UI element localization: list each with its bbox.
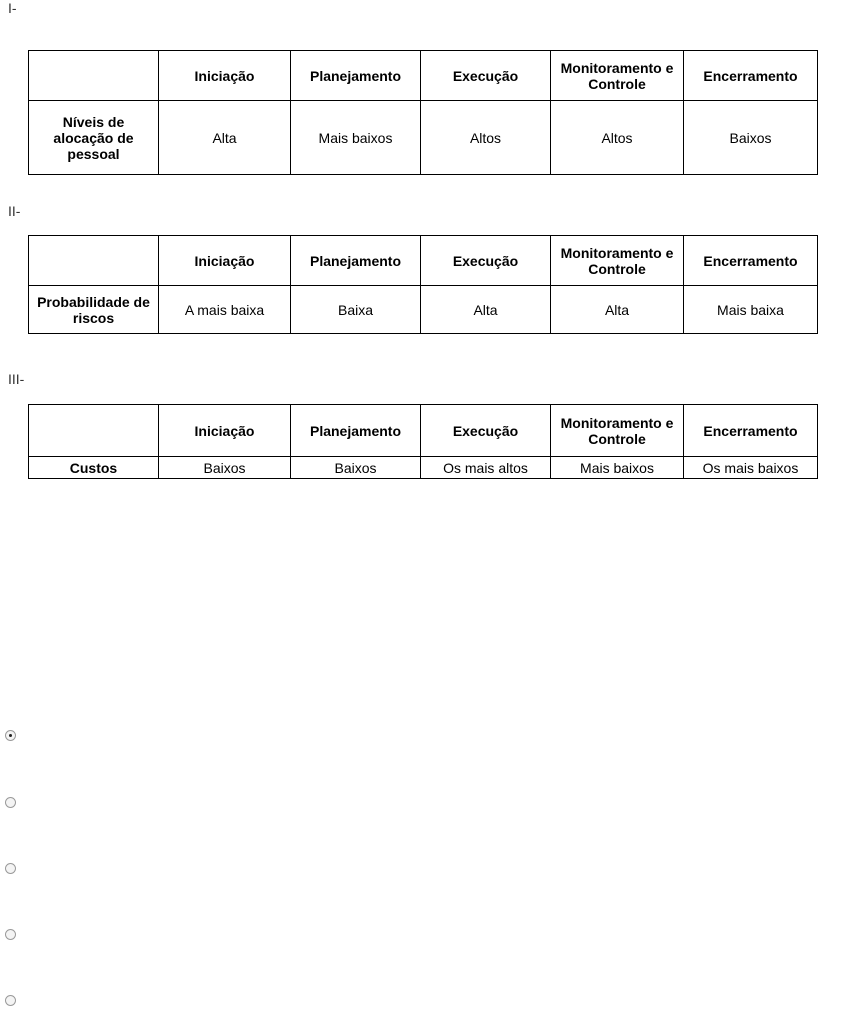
header-cell-execution: Execução: [421, 51, 551, 101]
header-cell-monitoring: Monitoramento e Controle: [551, 405, 684, 457]
value-cell: Altos: [421, 101, 551, 175]
header-cell-empty: [29, 236, 159, 286]
value-cell: A mais baixa: [159, 286, 291, 334]
header-cell-closing: Encerramento: [684, 405, 818, 457]
value-cell: Baixos: [159, 457, 291, 479]
value-cell: Alta: [551, 286, 684, 334]
answer-radio-3[interactable]: [5, 863, 16, 874]
header-cell-empty: [29, 51, 159, 101]
header-cell-planning: Planejamento: [291, 405, 421, 457]
value-cell: Os mais altos: [421, 457, 551, 479]
answer-radio-4[interactable]: [5, 929, 16, 940]
header-cell-closing: Encerramento: [684, 236, 818, 286]
costs-table: [28, 404, 818, 479]
header-cell-monitoring: Monitoramento e Controle: [551, 236, 684, 286]
header-cell-monitoring: Monitoramento e Controle: [551, 51, 684, 101]
answer-radio-1[interactable]: [5, 730, 16, 741]
table-header-row: [29, 236, 818, 286]
table-header-row: [29, 51, 818, 101]
row-header: Probabilidade de riscos: [29, 286, 159, 334]
header-cell-execution: Execução: [421, 405, 551, 457]
header-cell-initiation: Iniciação: [159, 51, 291, 101]
header-cell-planning: Planejamento: [291, 51, 421, 101]
staffing-levels-table: [28, 50, 818, 175]
header-cell-initiation: Iniciação: [159, 236, 291, 286]
header-cell-closing: Encerramento: [684, 51, 818, 101]
value-cell: Baixos: [684, 101, 818, 175]
header-cell-execution: Execução: [421, 236, 551, 286]
value-cell: Mais baixos: [291, 101, 421, 175]
value-cell: Os mais baixos: [684, 457, 818, 479]
row-header: Custos: [29, 457, 159, 479]
answer-radio-5[interactable]: [5, 995, 16, 1006]
table-row: [29, 286, 818, 334]
table-row: [29, 101, 818, 175]
header-cell-planning: Planejamento: [291, 236, 421, 286]
value-cell: Altos: [551, 101, 684, 175]
header-cell-empty: [29, 405, 159, 457]
radio-selected-dot: [9, 734, 12, 737]
section-label-1: I-: [8, 0, 17, 16]
answer-radio-2[interactable]: [5, 797, 16, 808]
section-label-2: II-: [8, 203, 21, 219]
value-cell: Alta: [159, 101, 291, 175]
row-header: Níveis de alocação de pessoal: [29, 101, 159, 175]
risk-probability-table: [28, 235, 818, 334]
value-cell: Alta: [421, 286, 551, 334]
value-cell: Baixos: [291, 457, 421, 479]
table-row: [29, 457, 818, 479]
table-header-row: [29, 405, 818, 457]
header-cell-initiation: Iniciação: [159, 405, 291, 457]
value-cell: Mais baixos: [551, 457, 684, 479]
value-cell: Baixa: [291, 286, 421, 334]
section-label-3: III-: [8, 371, 25, 387]
value-cell: Mais baixa: [684, 286, 818, 334]
